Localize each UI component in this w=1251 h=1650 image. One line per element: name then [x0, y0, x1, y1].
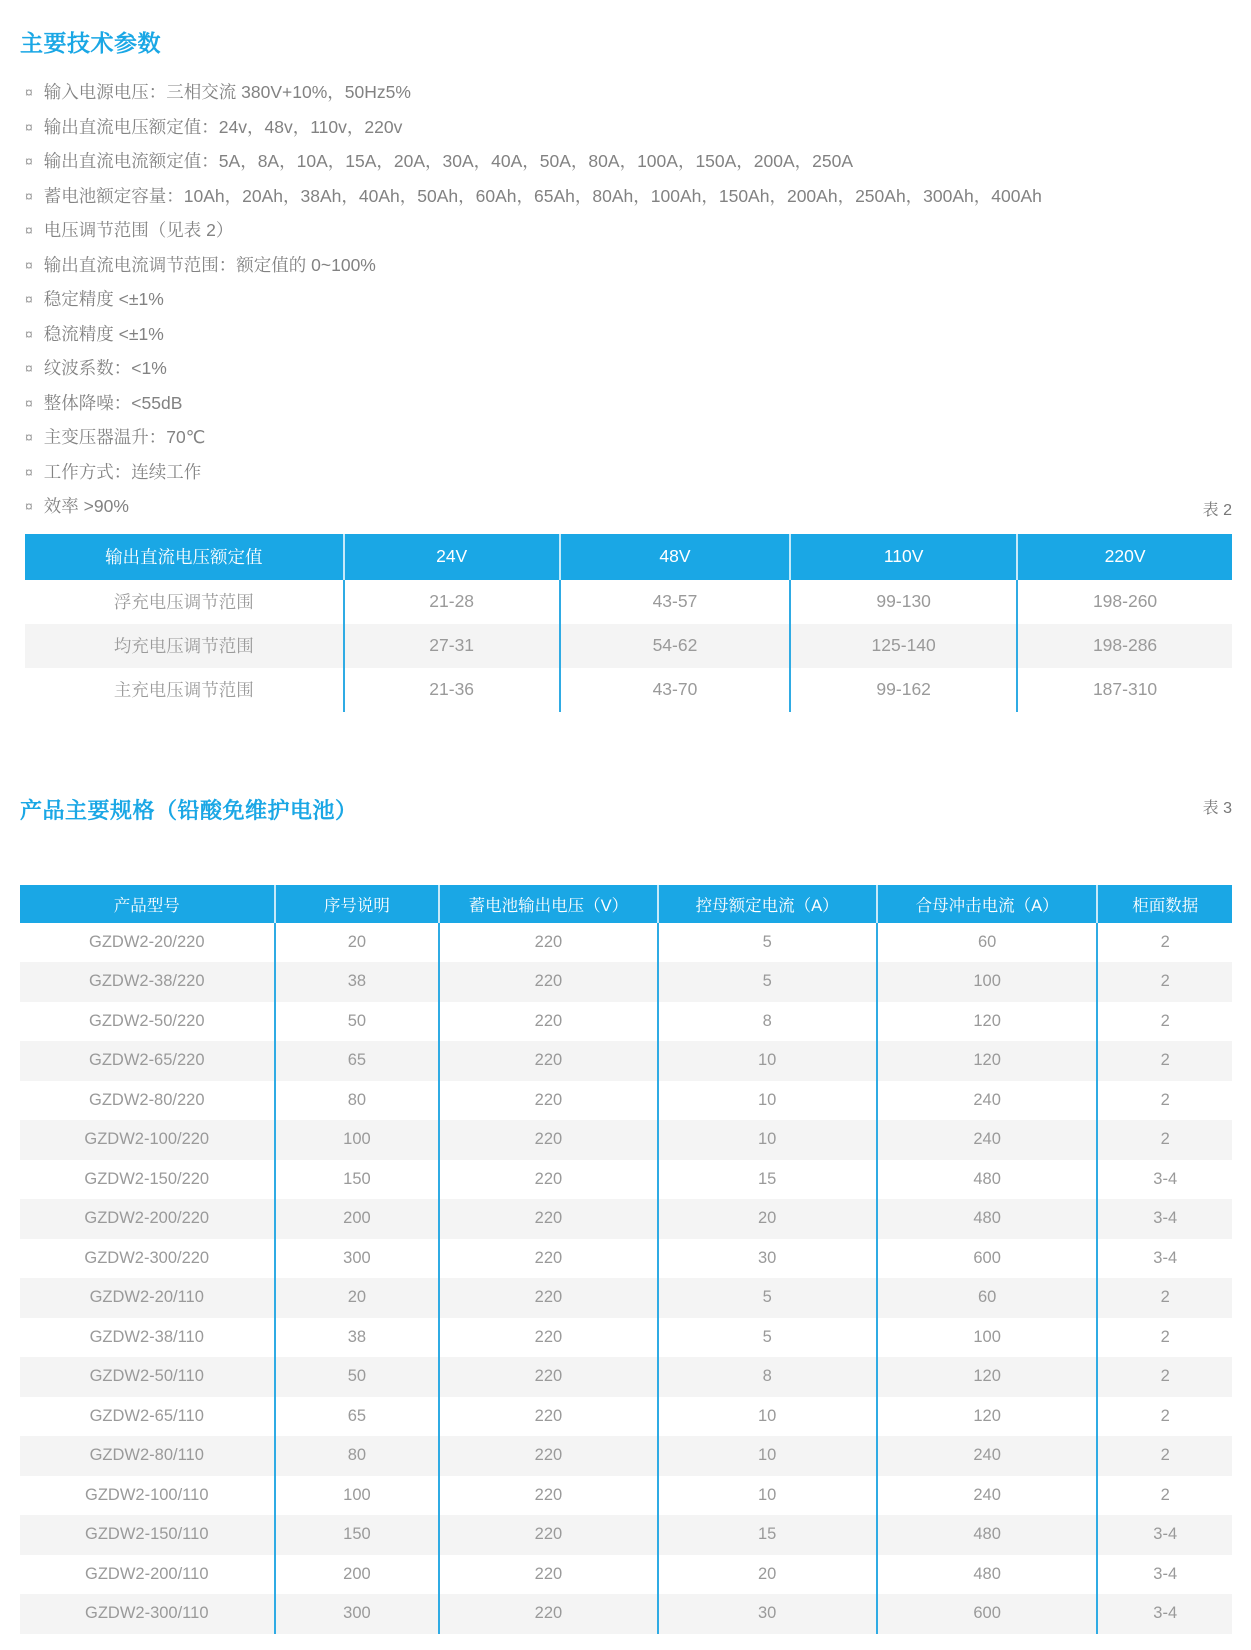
table-cell: 220 [439, 1318, 657, 1358]
table-cell: 220 [439, 1120, 657, 1160]
table-cell: 220 [439, 1357, 657, 1397]
bullet-icon: ¤ [25, 187, 33, 204]
table-row [20, 1515, 1232, 1555]
bullet-icon: ¤ [25, 291, 33, 307]
table-cell: 200 [275, 1199, 440, 1239]
table-row [20, 1476, 1232, 1516]
table-row [25, 668, 1232, 712]
table-cell: 2 [1097, 923, 1232, 963]
table-row [20, 1278, 1232, 1318]
spec-item [25, 387, 1232, 422]
table-cell: 300 [275, 1239, 440, 1279]
table-cell: 30 [658, 1239, 877, 1279]
table-row [25, 624, 1232, 668]
table-cell: 300 [275, 1594, 440, 1634]
table-cell: 20 [658, 1199, 877, 1239]
table-cell: GZDW2-20/220 [88, 932, 205, 951]
bullet-icon: ¤ [25, 429, 33, 445]
table-cell: 3-4 [1097, 1594, 1232, 1634]
table-row [20, 1397, 1232, 1437]
table3-label: 表 3 [1202, 799, 1232, 817]
table-cell: 480 [877, 1515, 1098, 1555]
table-cell: 2 [1097, 1476, 1232, 1516]
table-cell: 2 [1097, 1120, 1232, 1160]
table-cell: 2 [1097, 1436, 1232, 1476]
table-cell: GZDW2-65/220 [88, 1051, 205, 1070]
spec-item [25, 352, 1232, 387]
bullet-icon: ¤ [25, 256, 33, 273]
table-cell: 65 [275, 1397, 440, 1437]
table-cell: 125-140 [790, 624, 1017, 668]
table-cell: 60 [877, 1278, 1098, 1318]
bullet-icon: ¤ [25, 153, 33, 169]
table2-label: 表 2 [1202, 501, 1232, 519]
spec-item [25, 180, 1232, 215]
spec-text: 电压调节范围（见表 2） [43, 220, 234, 240]
table-cell: 120 [877, 1041, 1098, 1081]
spec-text: 稳流精度 <±1% [43, 323, 164, 344]
table-cell: 5 [658, 962, 877, 1002]
table-cell: 5 [658, 923, 877, 963]
spec-item [25, 145, 1232, 180]
table-cell: GZDW2-150/220 [84, 1169, 210, 1188]
table-cell: 200 [275, 1555, 440, 1595]
spec-text: 蓄电池额定容量：10Ah，20Ah，38Ah，40Ah，50Ah，60Ah，65Ah，80Ah，100Ah，150Ah，200Ah，250Ah，300Ah，400Ah [43, 185, 1042, 206]
table-cell: 10 [658, 1041, 877, 1081]
table-cell: 38 [275, 1318, 440, 1358]
table-cell: 54-62 [560, 624, 791, 668]
column-header: 柜面数据 [1097, 885, 1232, 923]
table-cell: 2 [1097, 1081, 1232, 1121]
table-cell: 2 [1097, 1318, 1232, 1358]
table-row [20, 962, 1232, 1002]
table-cell: 100 [877, 962, 1098, 1002]
table-cell: 240 [877, 1436, 1098, 1476]
table-cell: 220 [439, 1041, 657, 1081]
table-cell: 38 [275, 962, 440, 1002]
table-cell: 5 [658, 1278, 877, 1318]
spec-text: 输出直流电流额定值：5A，8A，10A，15A，20A，30A，40A，50A，80A，100A，150A，200A，250A [43, 151, 854, 171]
table-cell: GZDW2-65/110 [89, 1406, 204, 1425]
table-cell: 浮充电压调节范围 [113, 592, 254, 612]
table-cell: GZDW2-100/220 [84, 1130, 210, 1149]
bullet-icon: ¤ [25, 325, 33, 342]
column-header: 110V [790, 534, 1017, 580]
table-cell: 2 [1097, 962, 1232, 1002]
table-cell: 10 [658, 1397, 877, 1437]
table-row [20, 1081, 1232, 1121]
table-cell: 220 [439, 962, 657, 1002]
table-cell: GZDW2-150/110 [85, 1525, 209, 1544]
column-header: 24V [344, 534, 560, 580]
table-cell: 27-31 [344, 624, 560, 668]
table-row [20, 1239, 1232, 1279]
table-cell: GZDW2-100/110 [85, 1485, 209, 1504]
table-cell: 15 [658, 1515, 877, 1555]
table-cell: 240 [877, 1476, 1098, 1516]
voltage-adjust-range-table [25, 534, 1232, 712]
spec-text: 稳定精度 <±1% [43, 289, 164, 309]
spec-text: 整体降噪：<55dB [43, 392, 183, 413]
bullet-icon: ¤ [25, 360, 33, 376]
spec-item [25, 249, 1232, 284]
table-cell: 2 [1097, 1278, 1232, 1318]
table-row [20, 1555, 1232, 1595]
table-cell: 220 [439, 1160, 657, 1200]
table-cell: 99-162 [790, 668, 1017, 712]
table-cell: 2 [1097, 1357, 1232, 1397]
table-header-row [25, 534, 1232, 580]
table-row [20, 1120, 1232, 1160]
table-cell: GZDW2-38/110 [89, 1327, 204, 1346]
table-cell: 43-70 [560, 668, 791, 712]
table-header-row [20, 885, 1232, 923]
spec-item [25, 111, 1232, 146]
table-cell: 3-4 [1097, 1515, 1232, 1555]
table-cell: 均充电压调节范围 [113, 636, 254, 656]
table-cell: 150 [275, 1515, 440, 1555]
table-cell: 3-4 [1097, 1555, 1232, 1595]
table-cell: 15 [658, 1160, 877, 1200]
table-cell: GZDW2-50/110 [89, 1367, 204, 1386]
table-cell: 198-286 [1017, 624, 1232, 668]
spec-item [25, 214, 1232, 249]
spec-text: 输出直流电流调节范围：额定值的 0~100% [43, 254, 376, 275]
table-cell: 80 [275, 1081, 440, 1121]
table-cell: 220 [439, 1515, 657, 1555]
table-cell: 60 [877, 923, 1098, 963]
table-cell: 480 [877, 1555, 1098, 1595]
table-cell: 99-130 [790, 580, 1017, 624]
table-cell: 8 [658, 1357, 877, 1397]
table-cell: 80 [275, 1436, 440, 1476]
table-cell: 主充电压调节范围 [113, 680, 254, 700]
table-cell: 20 [275, 923, 440, 963]
table-cell: 10 [658, 1476, 877, 1516]
table-cell: 5 [658, 1318, 877, 1358]
section-title-tech-params: 主要技术参数 [20, 30, 161, 56]
table-cell: GZDW2-200/220 [84, 1209, 210, 1228]
table-cell: 220 [439, 1199, 657, 1239]
table-row [20, 1041, 1232, 1081]
table-cell: 50 [275, 1357, 440, 1397]
table-row [20, 1002, 1232, 1042]
table-cell: GZDW2-20/110 [89, 1288, 204, 1307]
bullet-icon: ¤ [25, 222, 33, 238]
column-header: 48V [560, 534, 791, 580]
table-cell: 220 [439, 1239, 657, 1279]
table-cell: 100 [275, 1120, 440, 1160]
table-row [20, 1160, 1232, 1200]
table-cell: GZDW2-300/220 [84, 1248, 210, 1267]
table-cell: 65 [275, 1041, 440, 1081]
table-cell: 2 [1097, 1041, 1232, 1081]
table-cell: 150 [275, 1160, 440, 1200]
table-cell: 600 [877, 1239, 1098, 1279]
table-cell: 120 [877, 1397, 1098, 1437]
table-cell: 220 [439, 1436, 657, 1476]
spec-list [25, 76, 1232, 525]
table-cell: 220 [439, 923, 657, 963]
table-row [20, 1199, 1232, 1239]
table-cell: 3-4 [1097, 1239, 1232, 1279]
table-row [20, 1594, 1232, 1634]
table-cell: GZDW2-300/110 [85, 1604, 209, 1623]
table-cell: 120 [877, 1002, 1098, 1042]
table-cell: 220 [439, 1002, 657, 1042]
table-cell: GZDW2-50/220 [88, 1011, 205, 1030]
column-header: 蓄电池输出电压（V） [439, 885, 657, 923]
table-cell: 198-260 [1017, 580, 1232, 624]
table-cell: GZDW2-200/110 [85, 1564, 209, 1583]
column-header: 220V [1017, 534, 1232, 580]
table-row [20, 1318, 1232, 1358]
spec-text: 输入电源电压：三相交流 380V+10%，50Hz5% [43, 82, 411, 102]
column-header: 产品型号 [20, 885, 275, 923]
table-cell: 2 [1097, 1397, 1232, 1437]
column-header: 控母额定电流（A） [658, 885, 877, 923]
table-cell: 21-36 [344, 668, 560, 712]
table-cell: 480 [877, 1160, 1098, 1200]
spec-text: 输出直流电压额定值：24v，48v，110v，220v [43, 116, 403, 137]
table-cell: GZDW2-38/220 [88, 972, 205, 991]
table-row [25, 580, 1232, 624]
table-cell: 220 [439, 1476, 657, 1516]
bullet-icon: ¤ [25, 463, 33, 480]
table-cell: 10 [658, 1436, 877, 1476]
table-cell: 220 [439, 1081, 657, 1121]
table-cell: 20 [275, 1278, 440, 1318]
table-cell: 240 [877, 1081, 1098, 1121]
table-cell: 8 [658, 1002, 877, 1042]
table-cell: 220 [439, 1278, 657, 1318]
table-cell: 480 [877, 1199, 1098, 1239]
table-cell: 600 [877, 1594, 1098, 1634]
spec-text: 纹波系数：<1% [43, 358, 167, 378]
table-cell: 120 [877, 1357, 1098, 1397]
spec-item [25, 318, 1232, 353]
table-cell: GZDW2-80/110 [89, 1446, 204, 1465]
bullet-icon: ¤ [25, 84, 33, 100]
table-cell: 187-310 [1017, 668, 1232, 712]
spec-item [25, 76, 1232, 111]
table-cell: 10 [658, 1120, 877, 1160]
table-cell: GZDW2-80/220 [88, 1090, 205, 1109]
bullet-icon: ¤ [25, 394, 33, 411]
table-cell: 100 [877, 1318, 1098, 1358]
spec-text: 主变压器温升：70℃ [43, 427, 206, 447]
table-cell: 220 [439, 1594, 657, 1634]
table-cell: 240 [877, 1120, 1098, 1160]
table-cell: 43-57 [560, 580, 791, 624]
column-header: 合母冲击电流（A） [877, 885, 1098, 923]
spec-text: 工作方式：连续工作 [43, 461, 202, 482]
table-row [20, 1357, 1232, 1397]
column-header: 序号说明 [275, 885, 440, 923]
column-header: 输出直流电压额定值 [25, 534, 344, 580]
table-cell: 220 [439, 1397, 657, 1437]
spec-item [25, 283, 1232, 318]
table-row [20, 1436, 1232, 1476]
spec-item [25, 456, 1232, 491]
table-cell: 220 [439, 1555, 657, 1595]
table-cell: 100 [275, 1476, 440, 1516]
spec-text: 效率 >90% [43, 496, 129, 516]
table-cell: 50 [275, 1002, 440, 1042]
table-cell: 10 [658, 1081, 877, 1121]
table-cell: 20 [658, 1555, 877, 1595]
table-row [20, 923, 1232, 963]
product-spec-table [20, 885, 1232, 1634]
section-title-product-specs: 产品主要规格（铅酸免维护电池） [20, 797, 358, 823]
bullet-icon: ¤ [25, 498, 33, 514]
table-cell: 2 [1097, 1002, 1232, 1042]
spec-item [25, 421, 1232, 456]
table-cell: 21-28 [344, 580, 560, 624]
bullet-icon: ¤ [25, 118, 33, 135]
table-cell: 3-4 [1097, 1199, 1232, 1239]
table-cell: 30 [658, 1594, 877, 1634]
table-cell: 3-4 [1097, 1160, 1232, 1200]
